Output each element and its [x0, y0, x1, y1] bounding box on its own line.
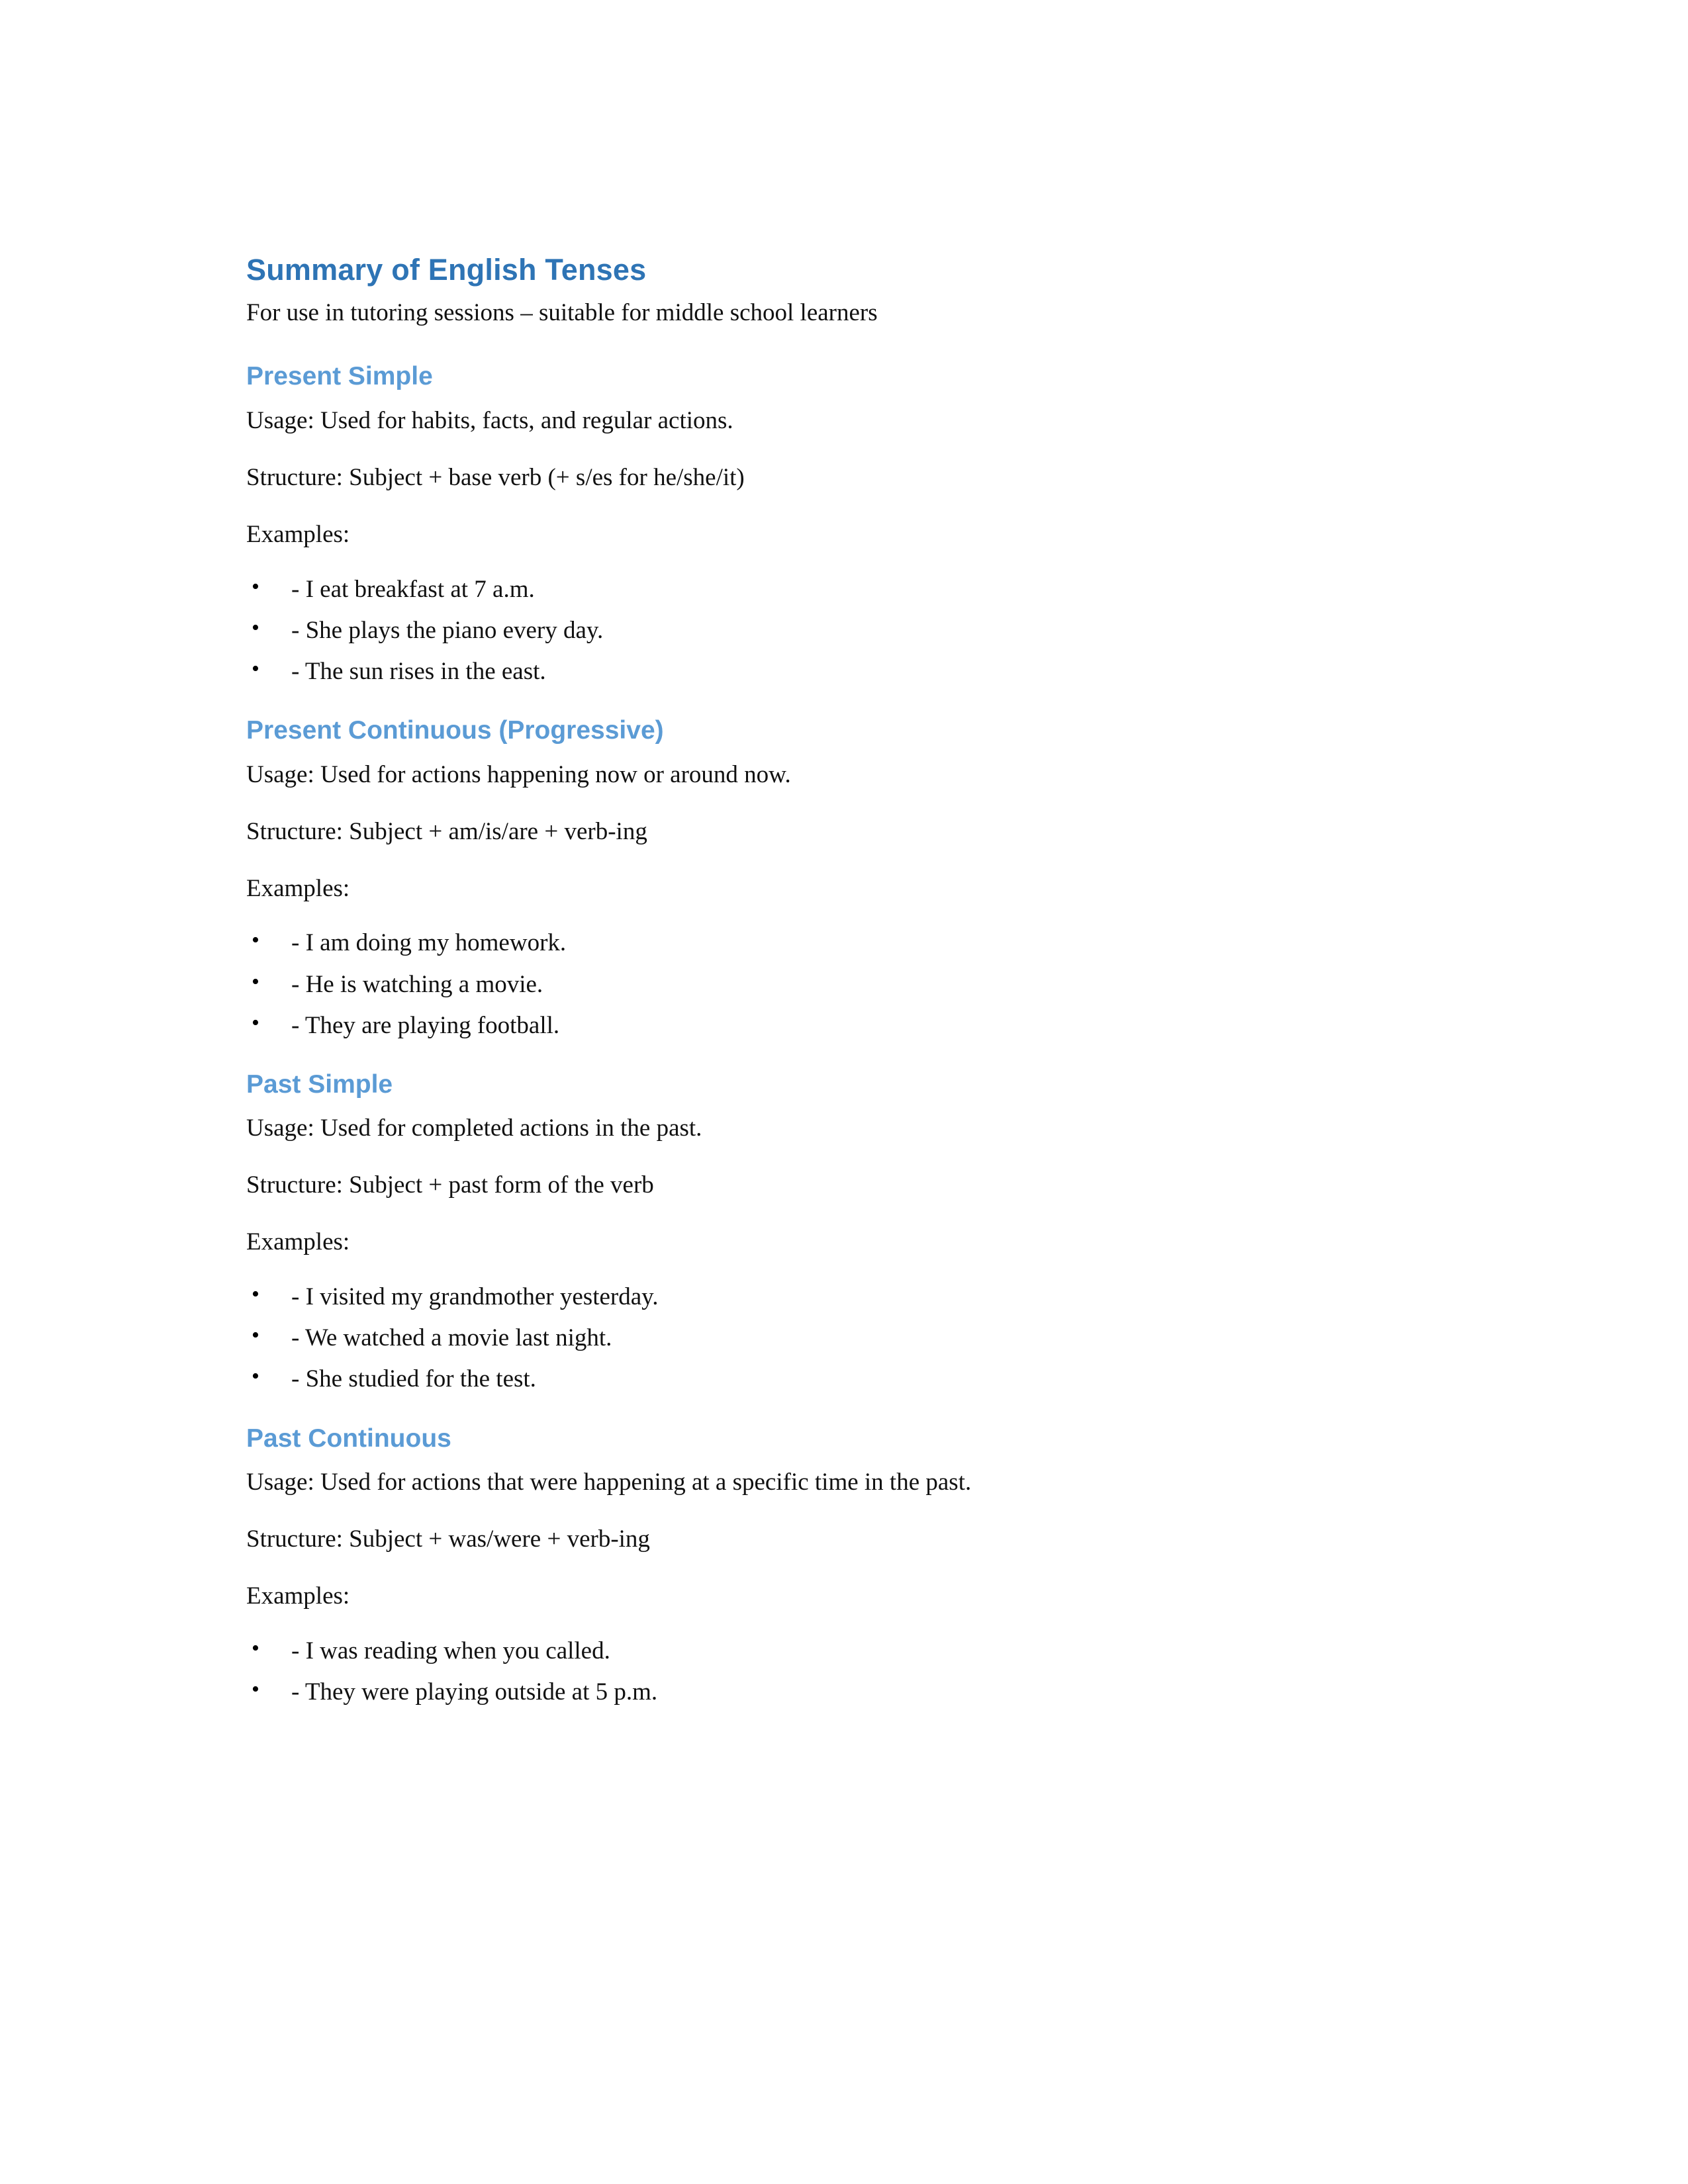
section-heading-past-simple: Past Simple [246, 1069, 393, 1099]
section-heading-past-continuous: Past Continuous [246, 1424, 451, 1453]
list-item [246, 1676, 1423, 1708]
usage-text: Usage: Used for actions happening now or around now. [246, 760, 791, 788]
list-item-text: - I was reading when you called. [291, 1637, 610, 1665]
list-item-text: - I visited my grandmother yesterday. [291, 1283, 659, 1311]
section-past-simple [246, 1068, 1423, 1396]
section-present-continuous [246, 714, 1423, 1042]
examples-label: Examples: [246, 520, 350, 548]
usage-text: Usage: Used for completed actions in the past. [246, 1115, 702, 1142]
list-item-text: - We watched a movie last night. [291, 1324, 612, 1352]
examples-list [246, 927, 1423, 1041]
usage-text: Usage: Used for habits, facts, and regular actions. [246, 406, 733, 434]
list-item [246, 615, 1423, 647]
list-item-text: - The sun rises in the east. [291, 657, 546, 685]
section-heading-present-continuous: Present Continuous (Progressive) [246, 715, 664, 745]
list-item-text: - They are playing football. [291, 1011, 560, 1039]
examples-label: Examples: [246, 1228, 350, 1256]
list-item-text: - She studied for the test. [291, 1365, 536, 1393]
usage-text: Usage: Used for actions that were happening at a specific time in the past. [246, 1469, 972, 1496]
examples-label: Examples: [246, 1582, 350, 1610]
list-item-text: - She plays the piano every day. [291, 616, 604, 644]
document-subtitle: For use in tutoring sessions – suitable for middle school learners [246, 299, 878, 327]
structure-text: Structure: Subject + was/were + verb-ing [246, 1525, 650, 1553]
list-item-text: - I eat breakfast at 7 a.m. [291, 575, 535, 603]
structure-text: Structure: Subject + base verb (+ s/es for he/she/it) [246, 463, 745, 491]
list-item [246, 1363, 1423, 1395]
list-item [246, 927, 1423, 959]
examples-list [246, 1635, 1423, 1708]
examples-list [246, 574, 1423, 688]
section-past-continuous [246, 1422, 1423, 1709]
examples-label: Examples: [246, 874, 350, 902]
page-title: Summary of English Tenses [246, 253, 647, 287]
structure-text: Structure: Subject + am/is/are + verb-ing [246, 817, 647, 845]
section-heading-present-simple: Present Simple [246, 362, 433, 391]
list-item-text: - I am doing my homework. [291, 929, 567, 957]
list-item [246, 1322, 1423, 1354]
list-item [246, 1010, 1423, 1042]
list-item [246, 1281, 1423, 1313]
examples-list [246, 1281, 1423, 1395]
structure-text: Structure: Subject + past form of the verb [246, 1171, 654, 1199]
list-item-text: - They were playing outside at 5 p.m. [291, 1678, 658, 1706]
list-item [246, 1635, 1423, 1667]
list-item [246, 656, 1423, 688]
list-item [246, 574, 1423, 606]
section-present-simple [246, 360, 1423, 688]
list-item [246, 969, 1423, 1001]
list-item-text: - He is watching a movie. [291, 970, 543, 998]
